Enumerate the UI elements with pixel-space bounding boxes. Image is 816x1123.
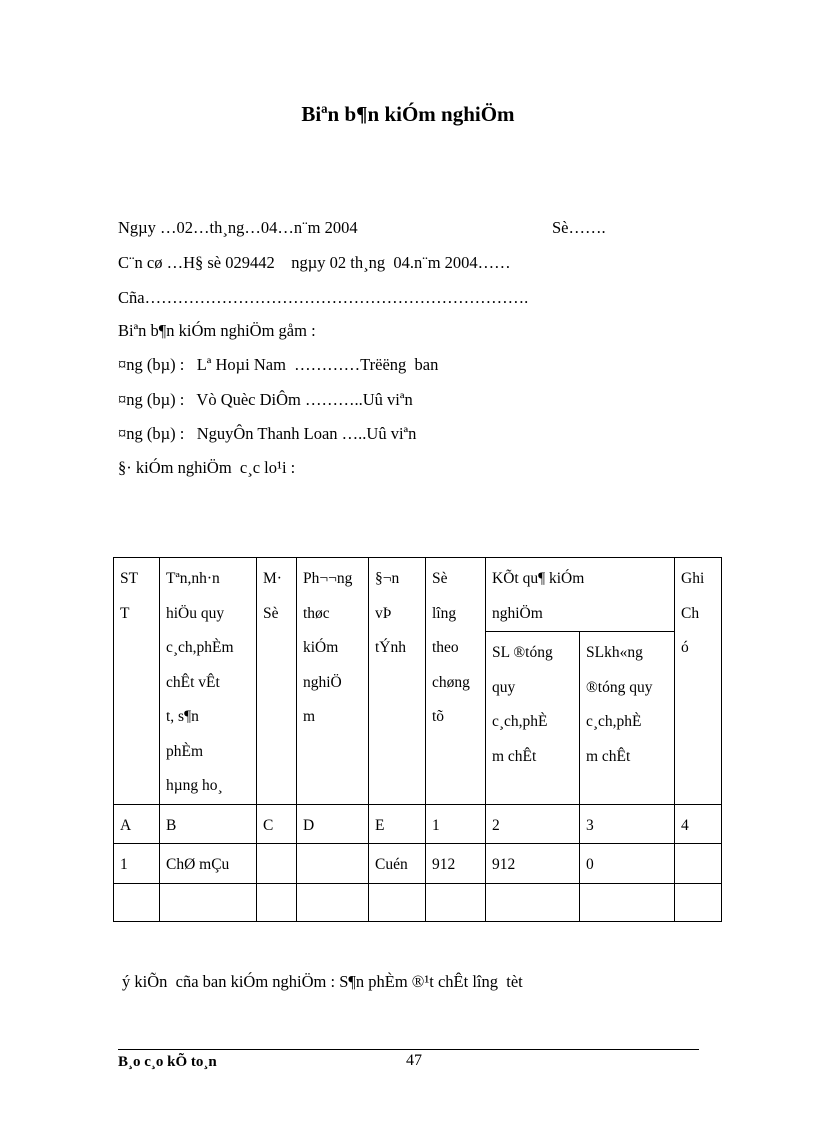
cell-code xyxy=(257,844,297,884)
index-cell: E xyxy=(369,804,426,844)
member-3: ¤ng (bµ) : NguyÔn Thanh Loan …..Uû viªn xyxy=(118,424,417,443)
of-line: Cña……………………………………………………………. xyxy=(118,288,529,307)
footer-rule xyxy=(118,1049,699,1050)
basis-line: C¨n cø …H§ sè 029442 ngµy 02 th¸ng 04.n¨m 2004…… xyxy=(118,253,511,272)
index-cell: D xyxy=(297,804,369,844)
header-not-ok: SLkh«ng ®tóng quy c¸ch,phÈ m chÊt xyxy=(580,632,675,805)
header-method: Ph¬¬ng thøc kiÓm nghiÖ m xyxy=(297,558,369,805)
index-cell: 3 xyxy=(580,804,675,844)
index-cell: C xyxy=(257,804,297,844)
cell-unit xyxy=(369,883,426,921)
cell-not-ok xyxy=(580,883,675,921)
header-unit: §¬n vÞ tÝnh xyxy=(369,558,426,805)
cell-unit: Cuén xyxy=(369,844,426,884)
cell-note xyxy=(675,844,722,884)
inspected-intro: §· kiÓm nghiÖm c¸c lo¹i : xyxy=(118,458,296,477)
table-row xyxy=(114,844,722,884)
member-1: ¤ng (bµ) : Lª Hoµi Nam …………Trëëng ban xyxy=(118,355,439,374)
cell-stt xyxy=(114,883,160,921)
index-cell: 1 xyxy=(426,804,486,844)
member-2: ¤ng (bµ) : Vò Quèc DiÔm ………..Uû viªn xyxy=(118,390,413,409)
cell-method xyxy=(297,844,369,884)
cell-note xyxy=(675,883,722,921)
cell-ok xyxy=(486,883,580,921)
cell-method xyxy=(297,883,369,921)
document-number: Sè……. xyxy=(552,218,606,237)
cell-name: ChØ mÇu xyxy=(160,844,257,884)
cell-name xyxy=(160,883,257,921)
index-cell: 2 xyxy=(486,804,580,844)
document-title: Biªn b¶n kiÓm nghiÖm xyxy=(301,102,515,126)
committee-opinion: ý kiÕn cña ban kiÓm nghiÖm : S¶n phÈm ®¹t chÊt lîng tèt xyxy=(122,972,523,991)
header-qty-doc: Sè lîng theo chøng tõ xyxy=(426,558,486,805)
date-line: Ngµy …02…th¸ng…04…n¨m 2004 xyxy=(118,218,358,237)
cell-code xyxy=(257,883,297,921)
footer-title: B¸o c¸o kÕ to¸n xyxy=(118,1054,217,1070)
cell-stt: 1 xyxy=(114,844,160,884)
index-row xyxy=(114,804,722,844)
inspection-table xyxy=(113,557,722,922)
header-stt: ST T xyxy=(114,558,160,805)
header-ok: SL ®tóng quy c¸ch,phÈ m chÊt xyxy=(486,632,580,805)
header-result: KÕt qu¶ kiÓm nghiÖm xyxy=(486,558,675,632)
table-row xyxy=(114,883,722,921)
page-number: 47 xyxy=(406,1052,422,1069)
cell-qty-doc xyxy=(426,883,486,921)
index-cell: 4 xyxy=(675,804,722,844)
header-note: Ghi Ch ó xyxy=(675,558,722,805)
header-code: M· Sè xyxy=(257,558,297,805)
index-cell: B xyxy=(160,804,257,844)
cell-ok: 912 xyxy=(486,844,580,884)
index-cell: A xyxy=(114,804,160,844)
committee-intro: Biªn b¶n kiÓm nghiÖm gåm : xyxy=(118,321,316,340)
cell-not-ok: 0 xyxy=(580,844,675,884)
header-name: Tªn,nh·n hiÖu quy c¸ch,phÈm chÊt vÊt t, s¶n phÈm hµng ho¸ xyxy=(160,558,257,805)
cell-qty-doc: 912 xyxy=(426,844,486,884)
